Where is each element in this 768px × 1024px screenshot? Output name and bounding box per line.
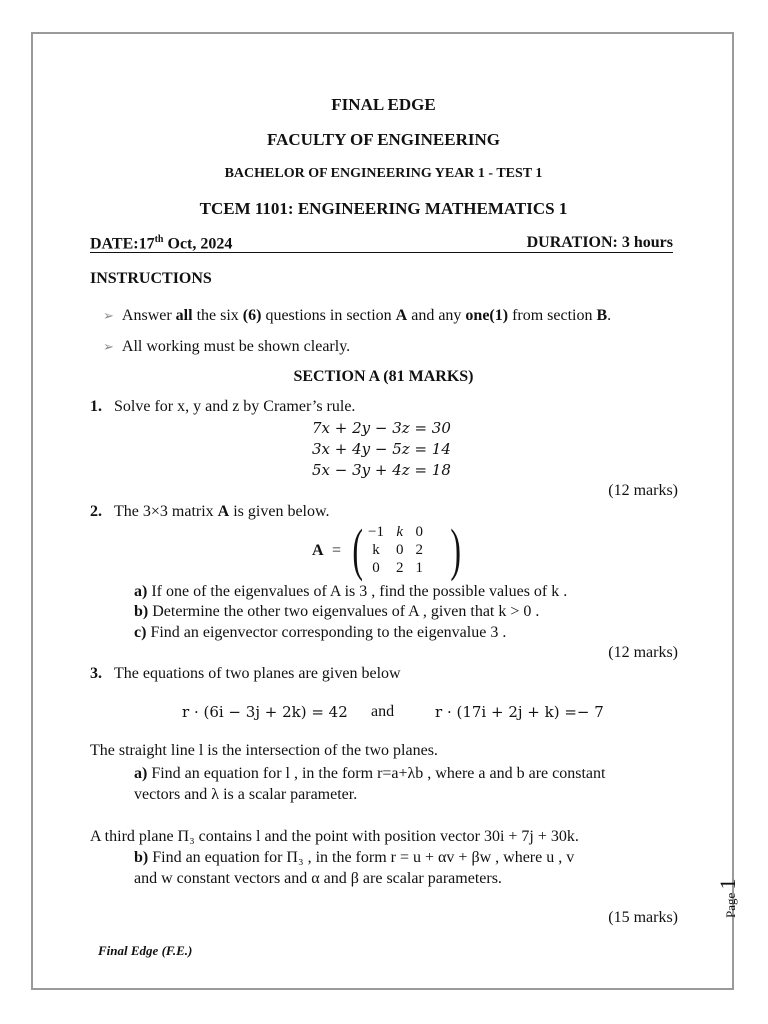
plane-1-equation: r · (6i − 3j + 2k) = 42 (182, 703, 348, 721)
plane-connector: and (371, 703, 395, 720)
q2-part-b: b) Determine the other two eigenvalues of A , given that k > 0 . (134, 603, 540, 620)
q1-marks: (12 marks) (608, 482, 678, 499)
exam-date: DATE:17th Oct, 2024 (90, 234, 233, 253)
q1-equation-1: 7x + 2y − 3z = 30 (312, 419, 451, 437)
course-title: TCEM 1101: ENGINEERING MATHEMATICS 1 (199, 199, 568, 218)
instructions-heading: INSTRUCTIONS (90, 270, 212, 287)
matrix-left-paren: ( (352, 517, 363, 582)
q2-text: The 3×3 matrix A is given below. (114, 503, 330, 520)
matrix-cell: k (372, 541, 380, 558)
q2-marks: (12 marks) (608, 644, 678, 661)
matrix-cell: 0 (415, 523, 423, 540)
page-number: 1 (715, 878, 740, 890)
q2-part-a: a) If one of the eigenvalues of A is 3 , find the possible values of k . (134, 583, 568, 600)
third-plane-text: A third plane Π₃ contains l and the point with position vector 30i + 7j + 30k. (90, 828, 579, 845)
q3-part-b-line-1: b) Find an equation for Π₃ , in the form r = u + αv + βw , where u , v (134, 849, 575, 866)
matrix-row (362, 541, 429, 559)
q2-part-c: c) Find an eigenvector corresponding to the eigenvalue 3 . (134, 624, 507, 641)
matrix-cell: 1 (415, 559, 423, 576)
q3-number: 3. (90, 665, 102, 682)
q1-number: 1. (90, 398, 102, 415)
section-a-heading: SECTION A (81 MARKS) (293, 368, 474, 385)
matrix-cell: 2 (395, 559, 404, 576)
instruction-item-2: ➢ All working must be shown clearly. (103, 338, 351, 355)
page-number-label: Page 1 (715, 878, 740, 918)
q3-part-a-line-1: a) Find an equation for l , in the form r=a+λb , where a and b are constant (134, 765, 606, 782)
footer-label: Final Edge (F.E.) (98, 943, 193, 958)
matrix-table (362, 523, 429, 577)
arrow-bullet-icon: ➢ (103, 308, 114, 323)
exam-duration: DURATION: 3 hours (526, 234, 673, 251)
matrix-cell: −1 (368, 523, 384, 540)
matrix-row (362, 523, 429, 541)
org-title: FINAL EDGE (331, 95, 436, 114)
matrix-equals: = (332, 542, 342, 559)
q3-text: The equations of two planes are given below (114, 665, 401, 682)
q3-part-b-line-2: and w constant vectors and α and β are scalar parameters. (134, 870, 502, 887)
line-intersection-text: The straight line l is the intersection of the two planes. (90, 742, 438, 759)
q1-text: Solve for x, y and z by Cramer’s rule. (114, 398, 356, 415)
arrow-bullet-icon: ➢ (103, 339, 114, 354)
q3-marks: (15 marks) (608, 909, 678, 926)
q1-equation-2: 3x + 4y − 5z = 14 (312, 440, 451, 458)
plane-2-equation: r · (17i + 2j + k) =− 7 (435, 703, 604, 721)
q1-equation-3: 5x − 3y + 4z = 18 (312, 461, 451, 479)
q2-number: 2. (90, 503, 102, 520)
programme-title: BACHELOR OF ENGINEERING YEAR 1 - TEST 1 (224, 166, 543, 181)
q3-part-a-line-2: vectors and λ is a scalar parameter. (134, 786, 358, 803)
matrix-a (348, 517, 468, 582)
instruction-item-1: ➢ Answer all the six (6) questions in section A and any one(1) from section B. (103, 307, 612, 324)
matrix-cell: k (396, 523, 404, 540)
matrix-right-paren: ) (450, 517, 461, 582)
matrix-cell: 0 (395, 541, 404, 558)
matrix-label: A (312, 542, 324, 559)
header-rule (90, 252, 673, 253)
matrix-cell: 0 (372, 559, 380, 576)
faculty-title: FACULTY OF ENGINEERING (267, 130, 500, 149)
matrix-cell: 2 (415, 541, 423, 558)
matrix-row (362, 559, 429, 577)
